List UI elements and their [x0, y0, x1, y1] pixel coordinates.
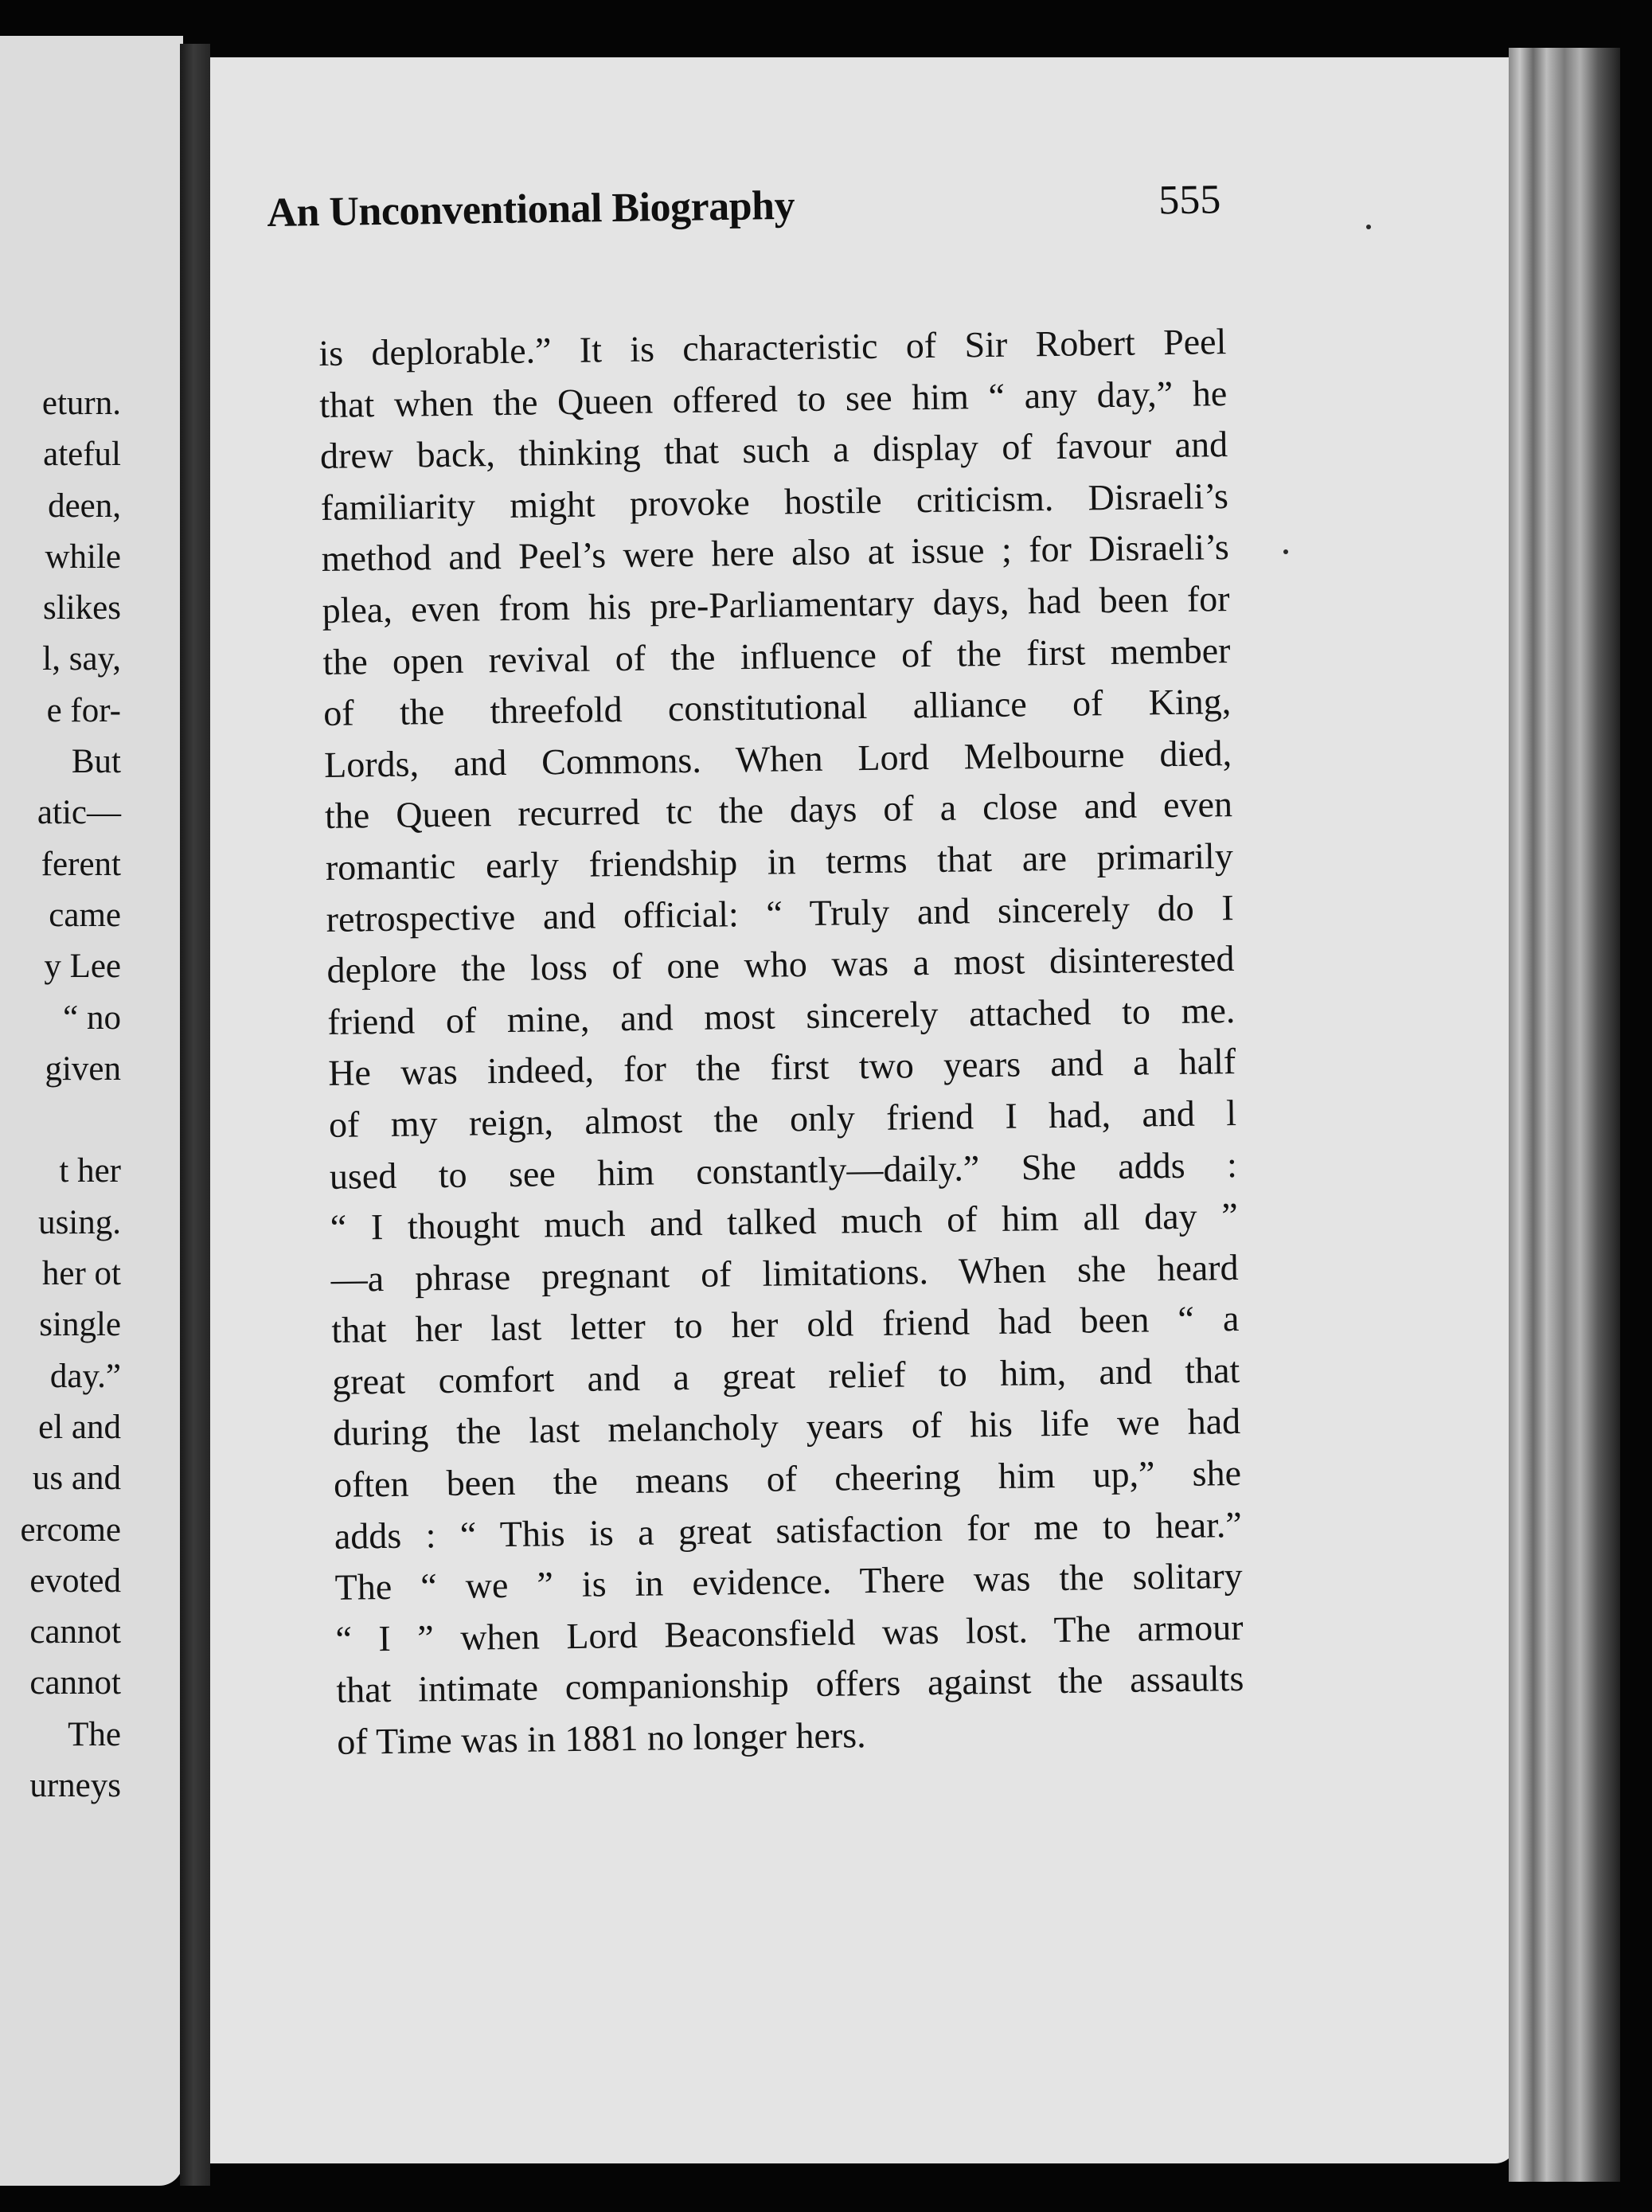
text-line: plea, even from his pre-Parliamentary days, had been for [322, 578, 1230, 631]
left-facing-page [0, 36, 183, 2186]
running-head [267, 177, 1221, 253]
left-page-line: slikes [43, 589, 121, 627]
left-page-line: cannot [29, 1664, 121, 1702]
text-line: of my reign, almost the only friend I had, and l [328, 1092, 1237, 1145]
left-page-line: t her [59, 1152, 121, 1190]
text-line: deplore the loss of one who was a most disinterested [326, 938, 1235, 991]
text-line: that when the Queen offered to see him “ any day,” he [318, 372, 1228, 425]
left-page-line: ferent [41, 845, 121, 883]
left-page-line: atic— [37, 794, 121, 832]
text-line: retrospective and official: “ Truly and sincerely do I [326, 886, 1234, 940]
left-page-line: urneys [29, 1767, 121, 1805]
left-page-line: given [45, 1049, 121, 1088]
left-page-line: el and [38, 1408, 121, 1446]
left-page-line: while [45, 537, 121, 576]
book-gutter-shadow [180, 44, 210, 2186]
text-line: familiarity might provoke hostile criticism. Disraeli’s [320, 475, 1229, 528]
left-page-text-column [20, 378, 121, 1811]
text-line: “ I ” when Lord Beaconsfield was lost. The armour [335, 1606, 1244, 1659]
text-line: The “ we ” is in evidence. There was the solitary [334, 1555, 1243, 1608]
text-line: “ I thought much and talked much of him all day ” [330, 1195, 1239, 1248]
text-line: Lords, and Commons. When Lord Melbourne died, [323, 732, 1232, 785]
left-page-line: using. [38, 1203, 121, 1241]
left-page-line: The [68, 1715, 121, 1753]
left-page-line: cannot [29, 1613, 121, 1651]
left-page-line: day.” [49, 1357, 121, 1395]
text-line: the Queen recurred tc the days of a close and even [324, 784, 1233, 837]
text-line: that intimate companionship offers against the assaults [336, 1658, 1244, 1711]
page-number: 555 [1158, 177, 1221, 224]
text-line: is deplorable.” It is characteristic of Sir Robert Peel [318, 321, 1227, 373]
text-line: during the last melancholy years of his life we had [332, 1401, 1241, 1454]
left-page-line: ateful [43, 436, 121, 474]
left-page-line: l, say, [42, 640, 121, 678]
left-page-line: e for- [46, 691, 121, 729]
left-page-line [20, 1095, 121, 1146]
text-line: of Time was in 1881 no longer hers. [336, 1714, 866, 1762]
text-line: that her last letter to her old friend had been “ a [331, 1298, 1240, 1351]
text-line: used to see him constantly—daily.” She adds : [329, 1143, 1238, 1197]
text-line: He was indeed, for the first two years and a half [327, 1041, 1236, 1094]
text-line: —a phrase pregnant of limitations. When she heard [330, 1246, 1239, 1299]
page-stack-edge [1509, 48, 1620, 2182]
text-line: drew back, thinking that such a display of favour and [319, 424, 1228, 477]
left-page-line: her ot [41, 1255, 121, 1293]
left-page-line: eturn. [41, 385, 121, 422]
left-page-line: ercome [20, 1510, 121, 1549]
text-line: romantic early friendship in terms that are primarily [325, 834, 1234, 888]
left-page-line: single [39, 1306, 121, 1344]
left-page-line: y Lee [44, 948, 121, 986]
left-page-line: came [49, 896, 121, 934]
left-page-line: us and [32, 1460, 121, 1498]
body-text [318, 316, 1245, 1768]
running-title: An Unconventional Biography [267, 182, 795, 236]
left-page-line: “ no [63, 999, 121, 1037]
text-line: of the threefold constitutional alliance of King, [322, 681, 1232, 734]
text-line: great comfort and a great relief to him, and that [331, 1349, 1240, 1402]
text-line: the open revival of the influence of the first member [322, 629, 1231, 682]
left-page-line: deen, [48, 487, 121, 525]
text-line: friend of mine, and most sincerely attached to me. [327, 989, 1236, 1042]
left-page-line: evoted [29, 1561, 121, 1600]
text-line: often been the means of cheering him up,” she [333, 1452, 1242, 1505]
scan-speck [1283, 549, 1288, 554]
scan-speck [1366, 225, 1371, 229]
left-page-line: But [71, 743, 121, 781]
text-line: adds : “ This is a great satisfaction for me to hear.” [334, 1503, 1243, 1557]
text-line: method and Peel’s were here also at issue ; for Disraeli’s [321, 526, 1230, 580]
